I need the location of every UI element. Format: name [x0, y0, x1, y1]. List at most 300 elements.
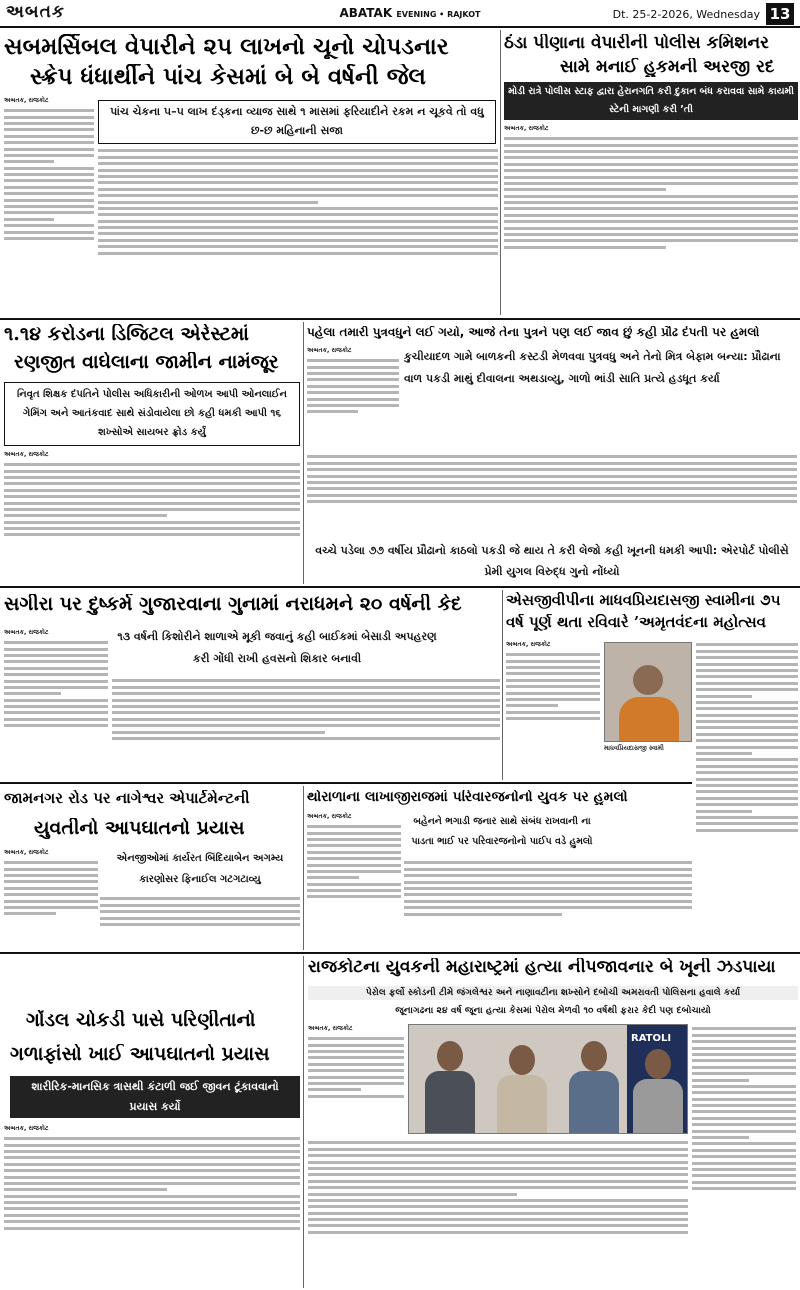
story5-subheadline: ૧૩ વર્ષની કિશોરીને શાળાએ મૂકી જવાનું કહી બાઈકમાં બેસાડી અપહરણ કરી ગોંધી રાખી હવસનો શિકાર બનાવી [117, 630, 437, 665]
text-line-placeholder [404, 906, 692, 909]
story10-headline-line1: ગોંડલ ચોકડી પાસે પરિણીતાનો [26, 1010, 256, 1031]
text-line-placeholder [4, 667, 108, 670]
text-line-placeholder [404, 887, 692, 890]
text-line-placeholder [692, 1162, 796, 1165]
text-line-placeholder [4, 1176, 300, 1179]
text-line-placeholder [307, 895, 401, 898]
issue-date: Dt. 25-2-2026, Wednesday [612, 8, 760, 21]
text-line-placeholder [696, 643, 798, 646]
text-line-placeholder [112, 731, 325, 734]
text-line-placeholder [307, 494, 797, 497]
text-line-placeholder [696, 656, 798, 659]
text-line-placeholder [307, 372, 399, 375]
text-line-placeholder [696, 771, 798, 774]
text-line-placeholder [308, 1224, 688, 1227]
column-divider [303, 956, 304, 1288]
accused-3-face [581, 1041, 607, 1071]
text-line-placeholder [4, 231, 94, 234]
story1-deck-box: પાંચ ચેકના ૫–૫ લાખ દંડ્કના વ્યાજ સાથે ૧ માસમાં ફરિયાદીને રકમ ન ચૂકવે તો વધુ છ-છ મહિનાની સજા [98, 100, 496, 144]
text-line-placeholder [4, 1156, 300, 1159]
text-line-placeholder [506, 672, 600, 675]
swami-photo [604, 642, 692, 742]
text-line-placeholder [307, 404, 399, 407]
text-line-placeholder [307, 468, 797, 471]
text-line-placeholder [692, 1053, 796, 1056]
text-line-placeholder [308, 1154, 688, 1157]
text-line-placeholder [112, 711, 500, 714]
text-line-placeholder [308, 1088, 361, 1091]
text-line-placeholder [4, 680, 108, 683]
text-line-placeholder [692, 1034, 796, 1037]
story9-deck: પેરોલ ફર્લો સ્કોડની ટીમે જંગલેશ્વર અને નાણાવટીના શખ્સોને દબોચી અમરાવતી પોલિસના હવાલે કર્યા [308, 986, 798, 1000]
text-line-placeholder [98, 213, 498, 216]
text-line-placeholder [112, 737, 500, 740]
text-line-placeholder [307, 359, 399, 362]
text-line-placeholder [4, 224, 94, 227]
text-line-placeholder [504, 169, 798, 172]
text-line-placeholder [307, 889, 401, 892]
text-line-placeholder [308, 1082, 404, 1085]
text-line-placeholder [692, 1130, 796, 1133]
text-line-placeholder [696, 650, 798, 653]
text-line-placeholder [692, 1047, 796, 1050]
page-number: 13 [766, 3, 794, 25]
text-line-placeholder [308, 1218, 688, 1221]
story8-dateline: અબતક, રાજકોટ [307, 813, 352, 820]
text-line-placeholder [696, 675, 798, 678]
text-line-placeholder [504, 207, 798, 210]
text-line-placeholder [692, 1059, 796, 1062]
text-line-placeholder [98, 226, 498, 229]
text-line-placeholder [4, 887, 98, 890]
text-line-placeholder [504, 163, 798, 166]
text-line-placeholder [696, 829, 798, 832]
story2-dateline: અબતક, રાજકોટ [504, 125, 549, 132]
text-line-placeholder [308, 1095, 404, 1098]
text-line-placeholder [404, 861, 692, 864]
text-line-placeholder [4, 167, 94, 170]
text-line-placeholder [4, 154, 94, 157]
story3-headline-line1: ૧.૧૪ કરોડના ડિજિટલ એરેસ્ટમાં [4, 324, 249, 345]
story6-headline-line1: એસજીવીપીના માધવપ્રિયદાસજી સ્વામીના ૭૫ [506, 592, 781, 609]
text-line-placeholder [4, 179, 94, 182]
text-line-placeholder [506, 685, 600, 688]
story4-body-lead [307, 346, 399, 450]
text-line-placeholder [98, 169, 498, 172]
text-line-placeholder [4, 724, 108, 727]
story4-bottom-deck: વચ્ચે પડેલા ૭૭ વર્ષીય પ્રૌઢાનો કાઠલો પકડી જે થાય તે કરી લેજો કહી ખૂનની ધમકી આપી: એરપોર્ટ પોલીસે પ્રેમી યુગલ વિરુદ્ધ ગુનો નોંધ્યો [315, 544, 789, 578]
text-line-placeholder [307, 832, 401, 835]
text-line-placeholder [696, 726, 798, 729]
text-line-placeholder [112, 679, 500, 682]
text-line-placeholder [4, 1201, 300, 1204]
text-line-placeholder [100, 917, 300, 920]
story10-headline-line2: ગળાફાંસો ખાઈ આપઘાતનો પ્રયાસ [10, 1044, 270, 1065]
text-line-placeholder [308, 1161, 688, 1164]
text-line-placeholder [4, 900, 98, 903]
text-line-placeholder [506, 660, 600, 663]
text-line-placeholder [696, 695, 752, 698]
text-line-placeholder [504, 227, 798, 230]
text-line-placeholder [4, 199, 94, 202]
text-line-placeholder [4, 122, 94, 125]
text-line-placeholder [307, 883, 401, 886]
text-line-placeholder [308, 1199, 688, 1202]
text-line-placeholder [307, 410, 358, 413]
text-line-placeholder [98, 194, 498, 197]
story1-headline-line2: સ્ક્રેપ ધંધાર્થીને પાંચ કેસમાં બે બે વર્ષની જેલ [30, 64, 426, 90]
text-line-placeholder [404, 874, 692, 877]
text-line-placeholder [506, 666, 600, 669]
text-line-placeholder [696, 720, 798, 723]
photo-backdrop-banner [627, 1025, 688, 1134]
text-line-placeholder [4, 1207, 300, 1210]
text-line-placeholder [98, 175, 498, 178]
story5-dateline: અબતક, રાજકોટ [4, 629, 49, 636]
text-line-placeholder [308, 1076, 404, 1079]
text-line-placeholder [696, 663, 798, 666]
text-line-placeholder [4, 205, 94, 208]
text-line-placeholder [692, 1040, 796, 1043]
text-line-placeholder [692, 1187, 796, 1190]
story4-dateline: અબતક, રાજકોટ [307, 347, 352, 354]
text-line-placeholder [504, 233, 798, 236]
text-line-placeholder [308, 1180, 688, 1183]
accused-3-body [569, 1071, 619, 1134]
accused-4-body [633, 1079, 683, 1134]
text-line-placeholder [4, 874, 98, 877]
text-line-placeholder [307, 864, 401, 867]
text-line-placeholder [307, 366, 399, 369]
text-line-placeholder [4, 502, 300, 505]
text-line-placeholder [307, 844, 401, 847]
text-line-placeholder [506, 704, 558, 707]
text-line-placeholder [404, 893, 692, 896]
story7-body [100, 894, 300, 948]
story7-subheadline: એનજીઓમાં કાર્યરત બિંદિયાબેન અગમ્ય કારણોસર ફિનાઈલ ગટગટાવ્યુ [116, 853, 284, 885]
text-line-placeholder [404, 913, 562, 916]
text-line-placeholder [307, 398, 399, 401]
accused-2-body [497, 1075, 547, 1134]
masthead-title [290, 6, 530, 20]
text-line-placeholder [692, 1168, 796, 1171]
text-line-placeholder [692, 1181, 796, 1184]
column-divider [303, 322, 304, 584]
text-line-placeholder [4, 533, 300, 536]
text-line-placeholder [100, 904, 300, 907]
text-line-placeholder [4, 893, 98, 896]
text-line-placeholder [308, 1167, 688, 1170]
text-line-placeholder [506, 711, 600, 714]
story5-body [112, 676, 500, 778]
text-line-placeholder [98, 245, 498, 248]
text-line-placeholder [112, 705, 500, 708]
text-line-placeholder [506, 679, 600, 682]
story5-headline: સગીરા પર દુષ્કર્મ ગુજારવાના ગુનામાં નરાધમને ૨૦ વર્ષની કેદ [4, 594, 462, 615]
text-line-placeholder [504, 201, 798, 204]
text-line-placeholder [696, 682, 798, 685]
text-line-placeholder [4, 218, 54, 221]
text-line-placeholder [504, 246, 666, 249]
text-line-placeholder [696, 803, 798, 806]
text-line-placeholder [4, 641, 108, 644]
text-line-placeholder [692, 1149, 796, 1152]
text-line-placeholder [696, 822, 798, 825]
banner-text: RATOLI [631, 1033, 672, 1044]
text-line-placeholder [4, 186, 94, 189]
text-line-placeholder [696, 790, 798, 793]
text-line-placeholder [692, 1174, 796, 1177]
text-line-placeholder [506, 717, 600, 720]
accused-2-face [509, 1045, 535, 1075]
text-line-placeholder [307, 870, 401, 873]
text-line-placeholder [307, 455, 797, 458]
text-line-placeholder [692, 1098, 796, 1101]
photo-caption: માધવપ્રિયદાસજી સ્વામી [604, 744, 664, 752]
text-line-placeholder [504, 144, 798, 147]
story2-headline-line2: સામે મનાઈ હુકમની અરજી રદ [560, 58, 775, 77]
story9-body-lead [308, 1024, 404, 1136]
text-line-placeholder [506, 692, 600, 695]
text-line-placeholder [4, 673, 108, 676]
text-line-placeholder [4, 148, 94, 151]
text-line-placeholder [504, 150, 798, 153]
story4-subheadline: કુચીયાદળ ગામે બાળકની કસ્ટડી મેળવવા પુત્રવધુ અને તેનો મિત્ર બેફામ બન્યા: પ્રૌઢાના વાળ પકડી માથું દીવાલના અથડાવ્યુ, ગાળો ભાંડી સાતિ પ્રત્યે હડધૂત કર્યા [404, 350, 781, 385]
text-line-placeholder [4, 128, 94, 131]
text-line-placeholder [692, 1104, 796, 1107]
column-divider [500, 30, 501, 315]
text-line-placeholder [4, 868, 98, 871]
story8-headline: થોરાળાના લાખાજીરાજમાં પરિવારજનોનો યુવક પર હુમલો [307, 790, 628, 805]
text-line-placeholder [4, 489, 300, 492]
text-line-placeholder [4, 173, 94, 176]
text-line-placeholder [112, 699, 500, 702]
text-line-placeholder [696, 701, 798, 704]
masthead-logo: અબતક [6, 2, 65, 22]
row-divider [0, 952, 800, 954]
text-line-placeholder [112, 724, 500, 727]
text-line-placeholder [4, 699, 108, 702]
text-line-placeholder [100, 910, 300, 913]
text-line-placeholder [692, 1142, 796, 1145]
text-line-placeholder [308, 1044, 404, 1047]
text-line-placeholder [100, 897, 300, 900]
text-line-placeholder [307, 500, 797, 503]
text-line-placeholder [404, 881, 692, 884]
text-line-placeholder [696, 746, 798, 749]
text-line-placeholder [308, 1037, 404, 1040]
story6-body-right [696, 640, 798, 940]
text-line-placeholder [4, 495, 300, 498]
text-line-placeholder [4, 1227, 300, 1230]
text-line-placeholder [98, 149, 498, 152]
text-line-placeholder [4, 476, 300, 479]
text-line-placeholder [98, 181, 498, 184]
text-line-placeholder [696, 784, 798, 787]
paper-name: ABATAK [339, 6, 393, 20]
accused-photo [408, 1024, 688, 1134]
text-line-placeholder [4, 1220, 300, 1223]
text-line-placeholder [4, 135, 94, 138]
story3-dateline: અબતક, રાજકોટ [4, 451, 49, 458]
text-line-placeholder [308, 1186, 688, 1189]
text-line-placeholder [4, 880, 98, 883]
row-divider [0, 782, 692, 784]
story1-headline-line1: સબમર્સિબલ વેપારીને ૨૫ લાખનો ચૂનો ચોપડનાર [4, 34, 449, 60]
text-line-placeholder [692, 1123, 796, 1126]
photo-face [633, 665, 663, 695]
story9-body-right [692, 1024, 796, 1286]
text-line-placeholder [4, 1144, 300, 1147]
column-divider [502, 590, 503, 780]
story2-deck-bar: મોડી રાત્રે પોલીસ સ્ટાફ દ્વારા હેરાનગતિ કરી દુકાન બંધ કરાવવા સામે કાયમી સ્ટેની માગણી કરી ’તી [504, 82, 798, 120]
accused-4-face [645, 1049, 671, 1079]
story6-dateline: અબતક, રાજકોટ [506, 641, 551, 648]
text-line-placeholder [4, 711, 108, 714]
text-line-placeholder [696, 739, 798, 742]
text-line-placeholder [696, 752, 752, 755]
text-line-placeholder [112, 718, 500, 721]
text-line-placeholder [692, 1110, 796, 1113]
text-line-placeholder [307, 385, 399, 388]
story6-body-lead [506, 640, 600, 758]
text-line-placeholder [4, 521, 300, 524]
story7-headline-line1: જામનગર રોડ પર નાગેશ્વર એપાર્ટમેન્ટની [4, 790, 250, 807]
story4-body [307, 452, 797, 538]
text-line-placeholder [98, 220, 498, 223]
story8-body [404, 858, 692, 948]
story3-body [4, 450, 300, 580]
text-line-placeholder [504, 137, 798, 140]
text-line-placeholder [404, 868, 692, 871]
text-line-placeholder [4, 141, 94, 144]
text-line-placeholder [404, 900, 692, 903]
text-line-placeholder [4, 692, 61, 695]
text-line-placeholder [4, 660, 108, 663]
text-line-placeholder [4, 1137, 300, 1140]
text-line-placeholder [692, 1155, 796, 1158]
text-line-placeholder [112, 686, 500, 689]
accused-1-body [425, 1071, 475, 1134]
text-line-placeholder [308, 1063, 404, 1066]
text-line-placeholder [307, 475, 797, 478]
text-line-placeholder [504, 182, 798, 185]
story4-headline: પહેલા તમારી પુત્રવધુને લઈ ગયો, આજે તેના પુત્રને પણ લઈ જાવ છું કહી પ્રૌઢ દંપતી પર હુમલો [307, 326, 760, 339]
text-line-placeholder [112, 692, 500, 695]
text-line-placeholder [504, 188, 666, 191]
story7-dateline: અબતક, રાજકોટ [4, 849, 49, 856]
text-line-placeholder [98, 201, 318, 204]
text-line-placeholder [98, 252, 498, 255]
text-line-placeholder [504, 214, 798, 217]
story7-headline-line2: યુવતીનો આપઘાતનો પ્રયાસ [34, 818, 245, 839]
text-line-placeholder [98, 232, 498, 235]
text-line-placeholder [308, 1050, 404, 1053]
story3-headline-line2: રણજીત વાઘેલાના જામીન નામંજૂર [14, 352, 279, 373]
text-line-placeholder [308, 1173, 688, 1176]
text-line-placeholder [692, 1091, 796, 1094]
column-divider [303, 786, 304, 950]
text-line-placeholder [308, 1205, 688, 1208]
story9-body [308, 1138, 688, 1286]
text-line-placeholder [307, 462, 797, 465]
text-line-placeholder [504, 195, 798, 198]
text-line-placeholder [4, 514, 167, 517]
text-line-placeholder [307, 876, 359, 879]
row-divider [0, 318, 800, 320]
text-line-placeholder [504, 239, 798, 242]
text-line-placeholder [308, 1069, 404, 1072]
story10-deck-bar: શારીરિક-માનસિક ત્રાસથી કંટાળી જઈ જીવન ટૂંકાવવાનો પ્રયાસ કર્યો [10, 1076, 300, 1118]
story5-body-lead [4, 628, 108, 778]
story7-body-lead [4, 848, 98, 948]
text-line-placeholder [308, 1193, 517, 1196]
text-line-placeholder [696, 765, 798, 768]
story8-body-lead [307, 812, 401, 948]
text-line-placeholder [4, 1195, 300, 1198]
story1-dateline: અબતક, રાજકોટ [4, 97, 49, 104]
text-line-placeholder [4, 508, 300, 511]
text-line-placeholder [504, 156, 798, 159]
text-line-placeholder [692, 1117, 796, 1120]
text-line-placeholder [4, 906, 98, 909]
text-line-placeholder [307, 391, 399, 394]
story3-deck-box: નિવૃત શિક્ષક દંપતિને પોલીસ અધિકારીની ઓળખ આપી ઓનલાઈન ગેમિંગ અને આતંકવાદ સાથે સંડોવાયેલા છો કહી ધમકી આપી ૧૬ શખ્સોએ સાયબર ફ્રોડ કર્યું [4, 382, 300, 446]
text-line-placeholder [307, 851, 401, 854]
story2-body [504, 124, 798, 316]
text-line-placeholder [307, 838, 401, 841]
story10-body [4, 1124, 300, 1286]
text-line-placeholder [308, 1148, 688, 1151]
text-line-placeholder [692, 1085, 796, 1088]
text-line-placeholder [4, 705, 108, 708]
text-line-placeholder [692, 1072, 796, 1075]
text-line-placeholder [4, 482, 300, 485]
text-line-placeholder [98, 207, 498, 210]
text-line-placeholder [504, 220, 798, 223]
text-line-placeholder [696, 778, 798, 781]
text-line-placeholder [4, 192, 94, 195]
text-line-placeholder [696, 688, 798, 691]
text-line-placeholder [506, 698, 600, 701]
story1-column-1 [4, 96, 94, 316]
text-line-placeholder [4, 211, 94, 214]
text-line-placeholder [4, 1150, 300, 1153]
accused-1-face [437, 1041, 463, 1071]
text-line-placeholder [98, 156, 498, 159]
edition-label: EVENING • RAJKOT [396, 10, 481, 19]
text-line-placeholder [692, 1079, 749, 1082]
text-line-placeholder [4, 648, 108, 651]
text-line-placeholder [4, 527, 300, 530]
text-line-placeholder [4, 861, 98, 864]
text-line-placeholder [100, 923, 300, 926]
text-line-placeholder [4, 237, 94, 240]
text-line-placeholder [308, 1056, 404, 1059]
story9-subheadline: જૂનાગઢના ૨૪ વર્ષ જૂના હત્યા કેસમાં પેરોલ મેળવી ૧૦ વર્ષથી ફરાર કેદી પણ દબોચાયો [395, 1005, 711, 1016]
text-line-placeholder [696, 733, 798, 736]
story8-subheadline: બહેનને ભગાડી જનાર સાથે સંબંધ રાખવાની ના પાડતા ભાઈ પર પરિવારજનોનો પાઈપ વડે હુમલો [411, 816, 593, 847]
story2-headline-line1: ઠંડા પીણાના વેપારીની પોલીસ કમિશનર [504, 34, 769, 53]
text-line-placeholder [307, 378, 399, 381]
text-line-placeholder [696, 669, 798, 672]
text-line-placeholder [696, 810, 752, 813]
text-line-placeholder [504, 176, 798, 179]
text-line-placeholder [4, 654, 108, 657]
story9-dateline: અબતક, રાજકોટ [308, 1025, 353, 1032]
text-line-placeholder [307, 825, 401, 828]
text-line-placeholder [4, 1214, 300, 1217]
